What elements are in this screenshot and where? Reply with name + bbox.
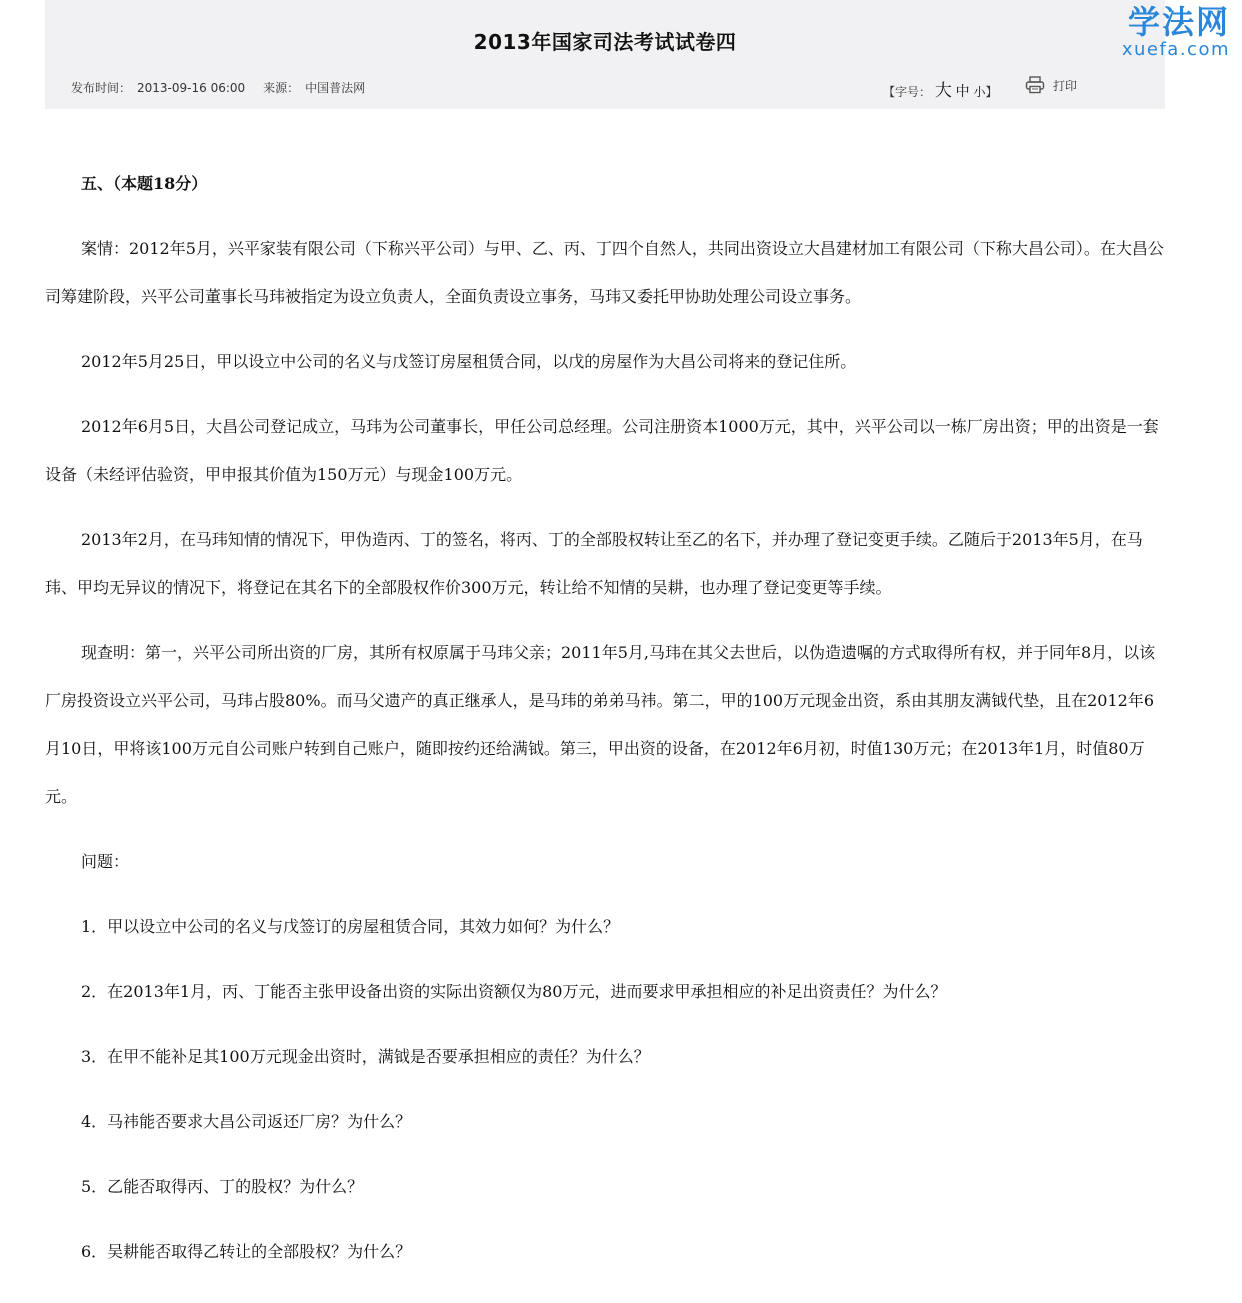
case-paragraph: 2013年2月，在马玮知情的情况下，甲伪造丙、丁的签名，将丙、丁的全部股权转让至乙的名下，并办理了登记变更手续。乙随后于2013年5月，在马玮、甲均无异议的情况下，将登记在其名下的全部股权作价300万元，转让给不知情的吴耕，也办理了登记变更等手续。 — [45, 530, 1143, 597]
page-title: 2013年国家司法考试试卷四 — [473, 30, 737, 54]
article-header — [45, 0, 1165, 109]
questions-heading: 问题： — [81, 852, 130, 871]
font-size-bracket: 】 — [985, 85, 998, 99]
source-label: 来源： — [263, 81, 300, 95]
question-item: 1．甲以设立中公司的名义与戊签订的房屋租赁合同，其效力如何？为什么？ — [81, 917, 620, 936]
question-item: 3．在甲不能补足其100万元现金出资时，满钺是否要承担相应的责任？为什么？ — [81, 1047, 650, 1066]
article-body — [45, 160, 1165, 1293]
case-paragraph: 2012年6月5日，大昌公司登记成立，马玮为公司董事长，甲任公司总经理。公司注册资本1000万元，其中，兴平公司以一栋厂房出资；甲的出资是一套设备（未经评估验资，甲申报其价值为150万元）与现金100万元。 — [45, 417, 1159, 484]
question-item: 2．在2013年1月，丙、丁能否主张甲设备出资的实际出资额仅为80万元，进而要求甲承担相应的补足出资责任？为什么？ — [81, 982, 947, 1001]
font-size-label: 【字号： — [883, 85, 932, 99]
case-paragraph: 现查明：第一，兴平公司所出资的厂房，其所有权原属于马玮父亲；2011年5月,马玮在其父去世后，以伪造遗嘱的方式取得所有权，并于同年8月，以该厂房投资设立兴平公司，马玮占股80%。而马父遗产的真正继承人，是马玮的弟弟马祎。第二，甲的100万元现金出资，系由其朋友满钺代垫，且在2012年6月10日，甲将该100万元自公司账户转到自己账户，随即按约还给满钺。第三，甲出资的设备，在2012年6月初，时值130万元；在2013年1月，时值80万元。 — [45, 643, 1156, 806]
article-meta — [71, 79, 365, 96]
font-size-small-button[interactable]: 小 — [973, 85, 986, 99]
publish-time: 2013-09-16 06:00 — [137, 81, 246, 95]
site-logo — [1122, 4, 1230, 60]
question-item: 5．乙能否取得丙、丁的股权？为什么？ — [81, 1177, 364, 1196]
source: 中国普法网 — [305, 81, 366, 95]
question-item: 6．吴耕能否取得乙转让的全部股权？为什么？ — [81, 1242, 412, 1261]
publish-time-label: 发布时间： — [71, 81, 132, 95]
print-button[interactable] — [1025, 76, 1077, 94]
font-size-medium-button[interactable]: 中 — [955, 84, 970, 100]
logo-cn-text: 学法网 — [1127, 3, 1230, 41]
question-item: 4．马祎能否要求大昌公司返还厂房？为什么？ — [81, 1112, 412, 1131]
logo-en-text: xuefa.com — [1121, 39, 1230, 60]
case-paragraph: 案情：2012年5月，兴平家装有限公司（下称兴平公司）与甲、乙、丙、丁四个自然人，共同出资设立大昌建材加工有限公司（下称大昌公司）。在大昌公司筹建阶段，兴平公司董事长马玮被指定为设立负责人，全面负责设立事务，马玮又委托甲协助处理公司设立事务。 — [45, 239, 1164, 306]
print-label: 打印 — [1053, 78, 1078, 93]
case-paragraph: 2012年5月25日，甲以设立中公司的名义与戊签订房屋租赁合同，以戊的房屋作为大昌公司将来的登记住所。 — [81, 352, 857, 371]
font-size-control — [883, 76, 998, 101]
printer-icon — [1025, 76, 1045, 94]
font-size-large-button[interactable]: 大 — [934, 81, 952, 101]
section-heading: 五、（本题18分） — [81, 174, 208, 193]
